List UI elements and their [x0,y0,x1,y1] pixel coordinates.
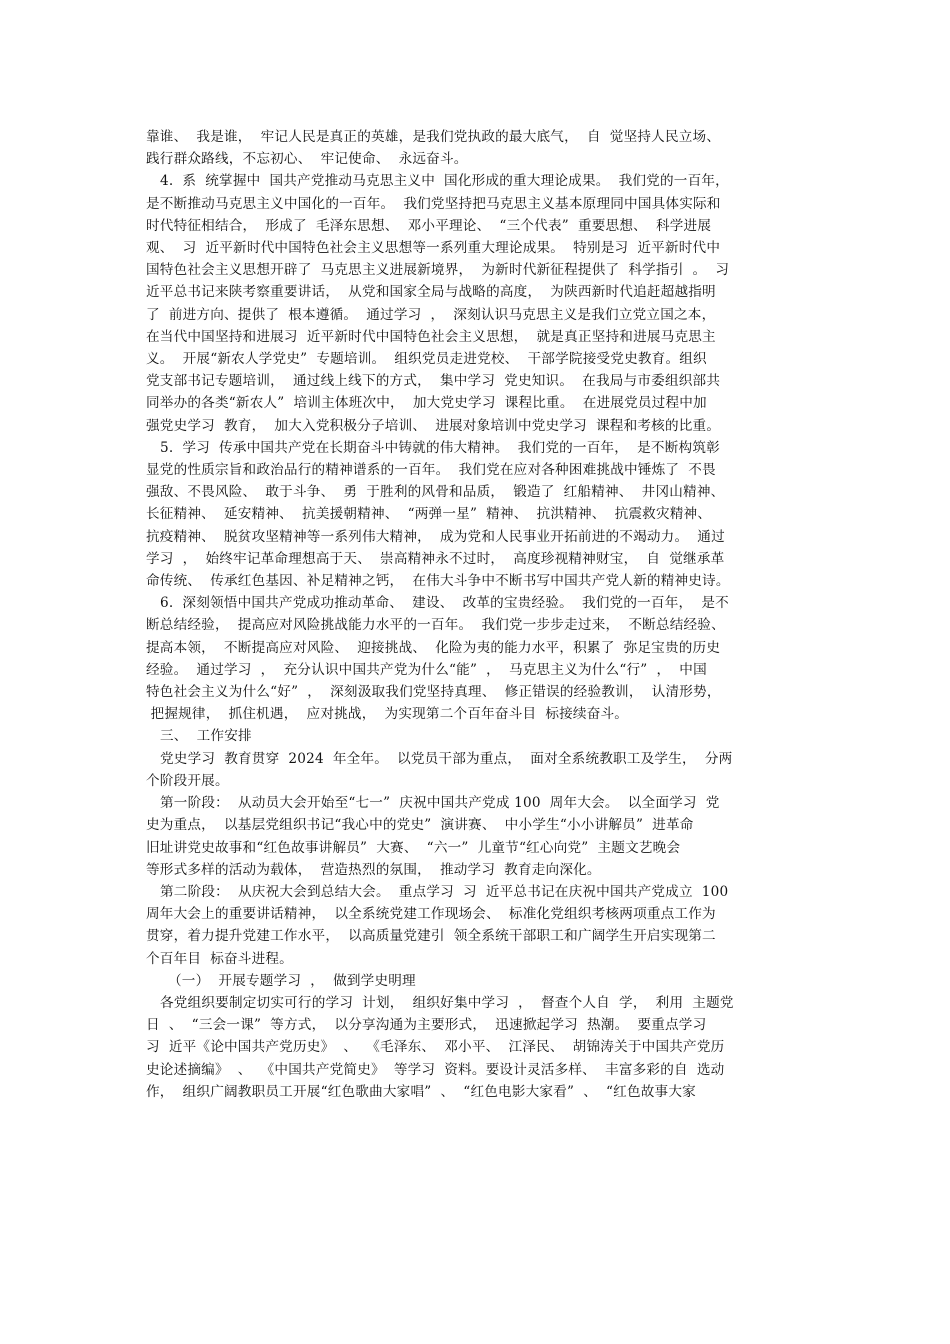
text-line: 显党的性质宗旨和政治品行的精神谱系的一百年。 我们党在应对各种困难挑战中锤炼了 不畏 [146,462,716,479]
text-line: 日 、 “三会一课” 等方式， 以分享沟通为主要形式， 迅速掀起学习 热潮。 要重点学习 [146,1017,707,1034]
text-line: 党史学习 教育贯穿 2024 年全年。 以党员干部为重点， 面对全系统教职工及学生， 分两 [160,750,733,767]
text-line: 强敌、不畏风险、 敢于斗争、 勇 于胜利的风骨和品质， 锻造了 红船精神、 井冈山精神、 [146,484,725,501]
text-line: 第一阶段： 从动员大会开始至“七一” 庆祝中国共产党成 100 周年大会。 以全面学习 党 [160,795,720,812]
text-line: 在当代中国坚持和进展习 近平新时代中国特色社会主义思想， 就是真正坚持和进展马克思主 [146,328,716,345]
text-line: 长征精神、 延安精神、 抗美援朝精神、 “两弹一星” 精神、 抗洪精神、 抗震救灾精神、 [146,506,712,523]
text-line: 义。 开展“新农人学党史” 专题培训。 组织党员走进党校、 干部学院接受党史教育。组织 [146,351,707,368]
text-line: 各党组织要制定切实可行的学习 计划， 组织好集中学习 ， 督查个人自 学， 利用 主题党 [160,994,734,1011]
text-line: 旧址讲党史故事和“红色故事讲解员” 大赛、 “六一” 儿童节“红心向党” 主题文艺晚会 [146,839,681,856]
text-line: （一） 开展专题学习 ， 做到学史明理 [168,972,416,989]
text-line: 个阶段开展。 [146,772,229,789]
text-line: 命传统、 传承红色基因、补足精神之钙， 在伟大斗争中不断书写中国共产党人新的精神史诗。 [146,573,730,590]
text-line: 学习 ， 始终牢记革命理想高于天、 崇高精神永不过时， 高度珍视精神财宝， 自 觉继承革 [146,550,725,567]
text-line: 国特色社会主义思想开辟了 马克思主义进展新境界， 为新时代新征程提供了 科学指引 。 习 [146,262,730,279]
text-line: 周年大会上的重要讲话精神， 以全系统党建工作现场会、 标准化党组织考核两项重点工作为 [146,906,716,923]
text-line: 习 近平《论中国共产党历史》 、 《毛泽东、 邓小平、 江泽民、 胡锦涛关于中国共产党历 [146,1039,725,1056]
text-line: 作， 组织广阔教职员工开展“红色歌曲大家唱” 、 “红色电影大家看” 、 “红色故事大家 [146,1083,696,1100]
text-line: 5. 学习 传承中国共产党在长期奋斗中铸就的伟大精神。 我们党的一百年， 是不断构筑彰 [160,439,720,456]
text-line: 践行群众路线，不忘初心、 牢记使命、 永远奋斗。 [146,151,468,168]
text-line: 4. 系 统掌握中 国共产党推动马克思主义中 国化形成的重大理论成果。 我们党的一百年， [160,173,729,190]
text-line: 特色社会主义为什么“好” ， 深刻汲取我们党坚持真理、 修正错误的经验教训， 认清形势， [146,684,721,701]
text-line: 6. 深刻领悟中国共产党成功推动革命、 建设、 改革的宝贵经验。 我们党的一百年， 是不 [160,595,729,612]
text-line: 个百年目 标奋斗进程。 [146,950,293,967]
text-line: 党支部书记专题培训， 通过线上线下的方式， 集中学习 党史知识。 在我局与市委组织部共 [146,373,721,390]
text-line: 强党史学习 教育， 加大入党积极分子培训、 进展对象培训中党史学习 课程和考核的比重。 [146,417,721,434]
text-line: 是不断推动马克思主义中国化的一百年。 我们党坚持把马克思主义基本原理同中国具体实际和 [146,195,721,212]
text-line: 第二阶段： 从庆祝大会到总结大会。 重点学习 习 近平总书记在庆祝中国共产党成立 100 [160,883,729,900]
document-body [146,126,806,1103]
text-line: 三、 工作安排 [160,728,252,745]
text-line: 抗疫精神、 脱贫攻坚精神等一系列伟大精神， 成为党和人民事业开拓前进的不竭动力。 通过 [146,528,725,545]
text-line: 史论述摘编》 、 《中国共产党简史》 等学习 资料。要设计灵活多样、 丰富多彩的自 选动 [146,1061,725,1078]
text-line: 观、 习 近平新时代中国特色社会主义思想等一系列重大理论成果。 特别是习 近平新时代中 [146,240,721,257]
text-line: 近平总书记来陕考察重要讲话， 从党和国家全局与战略的高度， 为陕西新时代追赶超越指明 [146,284,716,301]
text-line: 把握规律， 抓住机遇， 应对挑战， 为实现第二个百年奋斗目 标接续奋斗。 [146,706,629,723]
text-line: 断总结经验， 提高应对风险挑战能力水平的一百年。 我们党一步步走过来， 不断总结经验、 [146,617,725,634]
text-line: 同举办的各类“新农人” 培训主体班次中， 加大党史学习 课程比重。 在进展党员过程中加 [146,395,707,412]
text-line: 靠谁、 我是谁， 牢记人民是真正的英雄，是我们党执政的最大底气， 自 觉坚持人民立场、 [146,129,721,145]
text-line: 时代特征相结合， 形成了 毛泽东思想、 邓小平理论、 “三个代表” 重要思想、 科学进展 [146,217,712,234]
text-line: 史为重点， 以基层党组织书记“我心中的党史” 演讲赛、 中小学生“小小讲解员” 进革命 [146,817,694,834]
text-line: 了 前进方向、提供了 根本遵循。 通过学习 ， 深刻认识马克思主义是我们立党立国之本， [146,306,716,323]
text-line: 经验。 通过学习 ， 充分认识中国共产党为什么“能” ， 马克思主义为什么“行” ， 中国 [146,661,707,678]
text-line: 等形式多样的活动为载体， 营造热烈的氛围， 推动学习 教育走向深化。 [146,861,601,878]
text-line: 提高本领， 不断提高应对风险、 迎接挑战、 化险为夷的能力水平，积累了 弥足宝贵的历史 [146,639,721,656]
text-line: 贯穿，着力提升党建工作水平， 以高质量党建引 领全系统干部职工和广阔学生开启实现第二 [146,928,716,945]
